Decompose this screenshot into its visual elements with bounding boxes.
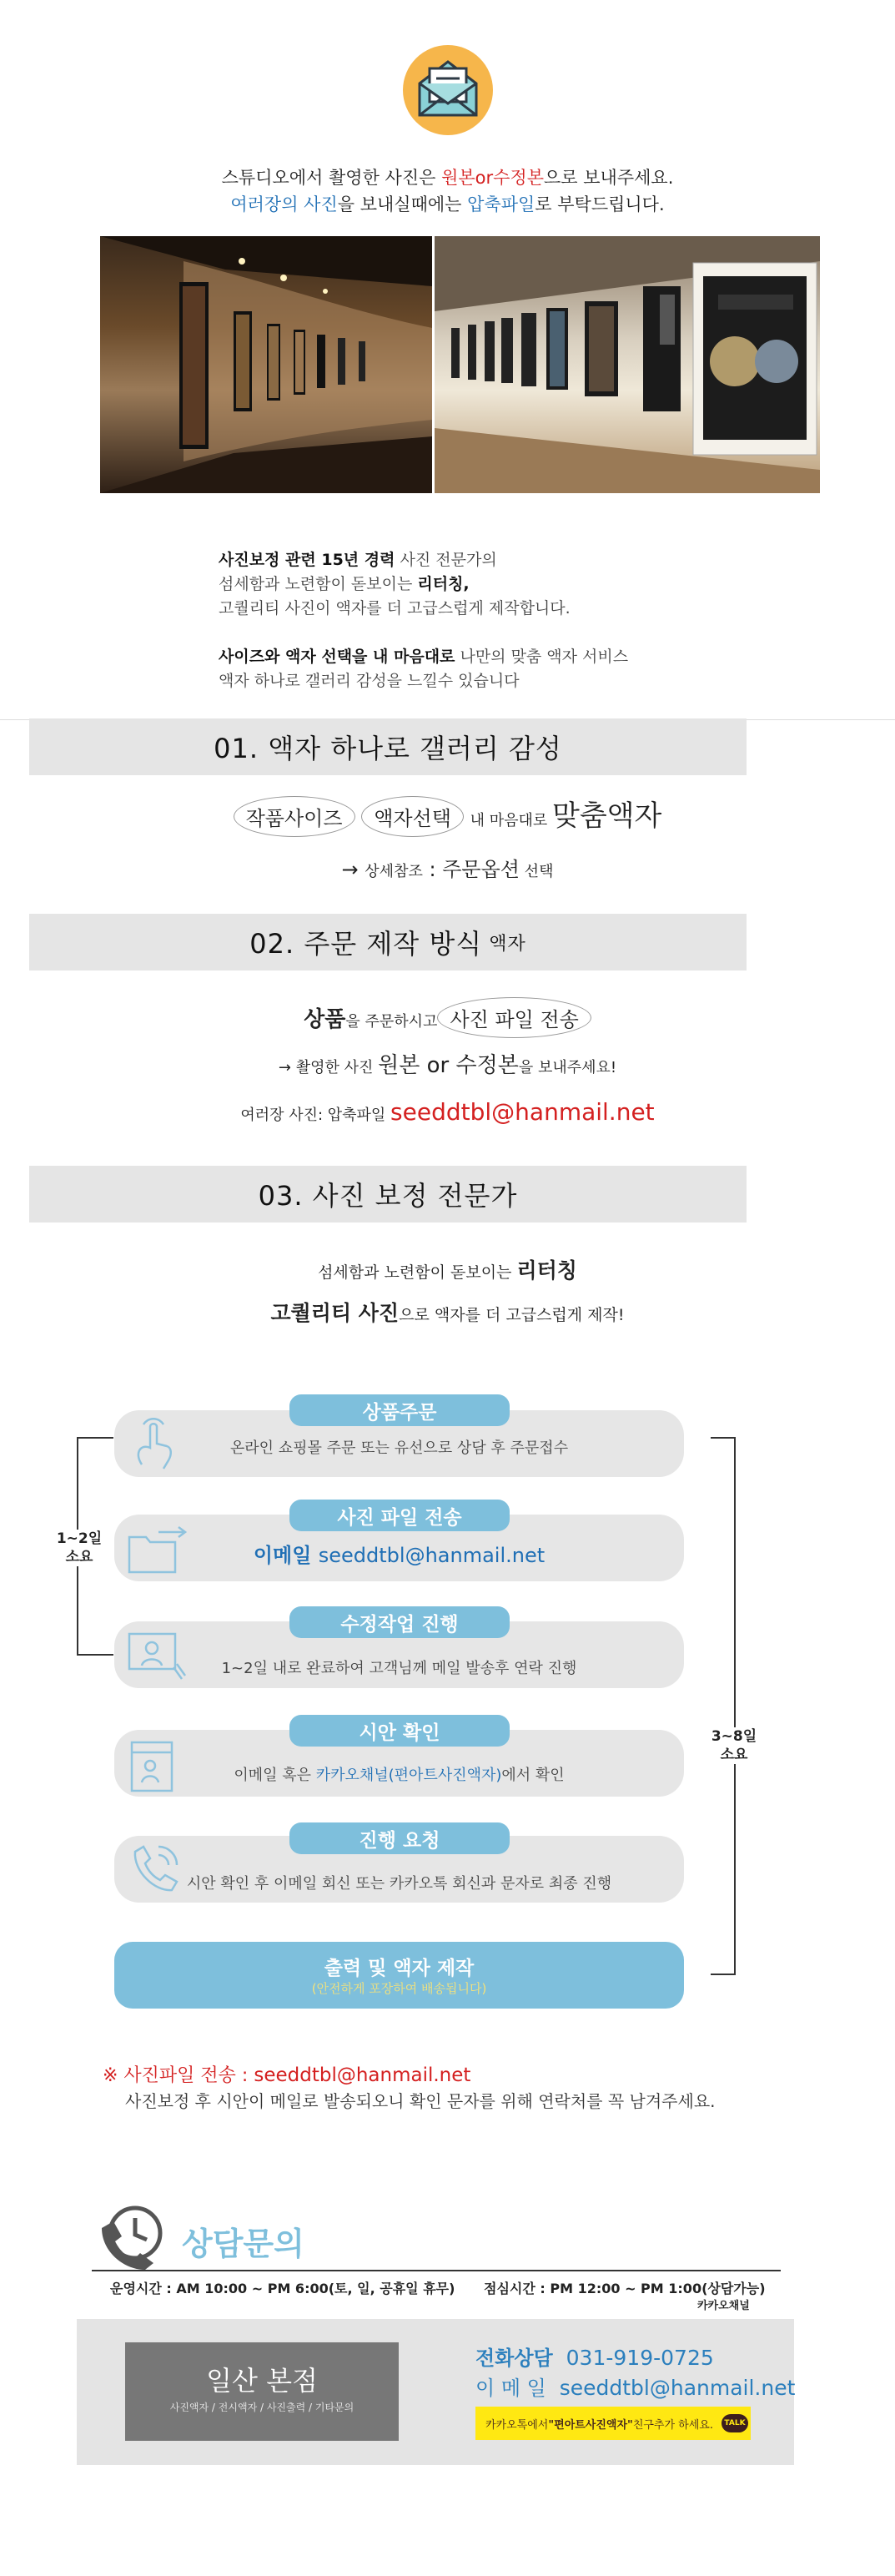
- monitor-user-icon: [125, 1627, 192, 1686]
- email-link[interactable]: seeddtbl@hanmail.net: [390, 1098, 655, 1126]
- phone-number[interactable]: 031-919-0725: [566, 2346, 714, 2370]
- desc-line-1: 사진보정 관련 15년 경력 사진 전문가의: [219, 551, 497, 569]
- phone-clock-icon: [98, 2203, 167, 2270]
- step-final-title: 출력 및 액자 제작: [324, 1958, 475, 1979]
- gallery-photo-left: [100, 236, 432, 493]
- intro-line-1: 스튜디오에서 촬영한 사진은 원본or수정본으로 보내주세요.: [221, 168, 674, 188]
- section-2-title: 02. 주문 제작 방식: [249, 928, 483, 960]
- step-2-email[interactable]: seeddtbl@hanmail.net: [318, 1544, 546, 1567]
- section-2-line-1: 상품을 주문하시고 사진 파일 전송: [0, 997, 895, 1038]
- section-3-line-1: 섬세함과 노련함이 돋보이는 리터칭: [318, 1258, 577, 1283]
- branch-subtitle: 사진액자 / 전시액자 / 사진출력 / 기타문의: [169, 2402, 354, 2413]
- email-row: 이 메 일 seeddtbl@hanmail.net: [475, 2376, 796, 2400]
- phone-icon: [125, 1840, 184, 1898]
- envelope-icon: [401, 43, 495, 137]
- section-2-line-2: → 촬영한 사진 원본 or 수정본을 보내주세요!: [278, 1053, 617, 1078]
- desc-line-5: 액자 하나로 갤러리 감성을 느낄수 있습니다: [219, 672, 520, 690]
- branch-name: 일산 본점: [206, 2365, 318, 2397]
- section-3-line-2: 고퀄리티 사진으로 액자를 더 고급스럽게 제작!: [270, 1301, 625, 1325]
- step-1-title: 상품주문: [289, 1394, 510, 1426]
- description-block: [219, 548, 719, 693]
- step-4-title: 시안 확인: [289, 1715, 510, 1747]
- contact-title: 상담문의: [182, 2226, 304, 2262]
- step-3-text: 1~2일 내로 완료하여 고객님께 메일 발송후 연락 진행: [221, 1660, 577, 1677]
- notice-line-1: ※ 사진파일 전송 : seeddtbl@hanmail.net: [103, 2064, 471, 2086]
- gallery-photo-right: [435, 236, 820, 493]
- section-1-title: 01. 액자 하나로 갤러리 감성: [214, 733, 562, 764]
- kakao-talk-icon: TALK: [722, 2414, 748, 2432]
- folder-icon: [125, 1520, 192, 1579]
- intro-line-2: 여러장의 사진을 보내실때에는 압축파일로 부탁드립니다.: [230, 194, 665, 214]
- document-user-icon: [125, 1736, 184, 1794]
- step-1-text: 온라인 쇼핑몰 주문 또는 유선으로 상담 후 주문접수: [229, 1439, 569, 1457]
- step-4-text: 이메일 혹은 카카오채널(편아트사진액자)에서 확인: [234, 1767, 565, 1784]
- step-3-title: 수정작업 진행: [289, 1606, 510, 1638]
- left-bracket-label: 1~2일 소요: [46, 1530, 113, 1566]
- section-1-header: [29, 718, 747, 775]
- section-1-line-2: → 상세참조 : 주문옵션 선택: [341, 858, 554, 881]
- section-1-line-1: 작품사이즈 액자선택 내 마음대로 맞춤액자: [0, 793, 895, 837]
- notice-email[interactable]: seeddtbl@hanmail.net: [254, 2064, 471, 2086]
- kakao-banner[interactable]: 카카오톡에서 "편아트사진액자" 친구추가 하세요. TALK: [475, 2407, 751, 2440]
- lunch-hours: 점심시간 : PM 12:00 ~ PM 1:00(상담가능): [484, 2281, 766, 2296]
- right-bracket: [711, 1437, 736, 1975]
- section-2-line-3: 여러장 사진: 압축파일 seeddtbl@hanmail.net: [240, 1098, 655, 1126]
- contact-email[interactable]: seeddtbl@hanmail.net: [559, 2376, 796, 2400]
- section-3-title: 03. 사진 보정 전문가: [258, 1180, 518, 1212]
- notice-line-2: 사진보정 후 시안이 메일로 발송되오니 확인 문자를 위해 연락처를 꼭 남겨주세요.: [125, 2091, 716, 2111]
- contact-underline: [92, 2270, 781, 2271]
- touch-icon: [125, 1414, 184, 1473]
- operating-hours: 운영시간 : AM 10:00 ~ PM 6:00(토, 일, 공휴일 휴무): [110, 2281, 455, 2296]
- phone-row: 전화상담 031-919-0725: [475, 2346, 714, 2370]
- section-2-header: 02. 주문 제작 방식 액자: [29, 914, 747, 970]
- step-5-title: 진행 요청: [289, 1822, 510, 1854]
- desc-line-3: 고퀄리티 사진이 액자를 더 고급스럽게 제작합니다.: [219, 599, 571, 618]
- right-bracket-label: 3~8일 소요: [705, 1727, 763, 1764]
- section-3-header: [29, 1166, 747, 1222]
- step-2-text: 이메일 seeddtbl@hanmail.net: [253, 1544, 546, 1567]
- desc-line-4: 사이즈와 액자 선택을 내 마음대로 나만의 맞춤 액자 서비스: [219, 648, 629, 666]
- step-final-sub: (안전하게 포장하여 배송됩니다): [311, 1981, 487, 1996]
- desc-line-2: 섬세함과 노련함이 돋보이는 리터칭,: [219, 575, 470, 593]
- step-5-text: 시안 확인 후 이메일 회신 또는 카카오톡 회신과 문자로 최종 진행: [186, 1875, 612, 1893]
- step-2-title: 사진 파일 전송: [289, 1500, 510, 1531]
- kakao-channel-label: 카카오채널: [697, 2300, 750, 2312]
